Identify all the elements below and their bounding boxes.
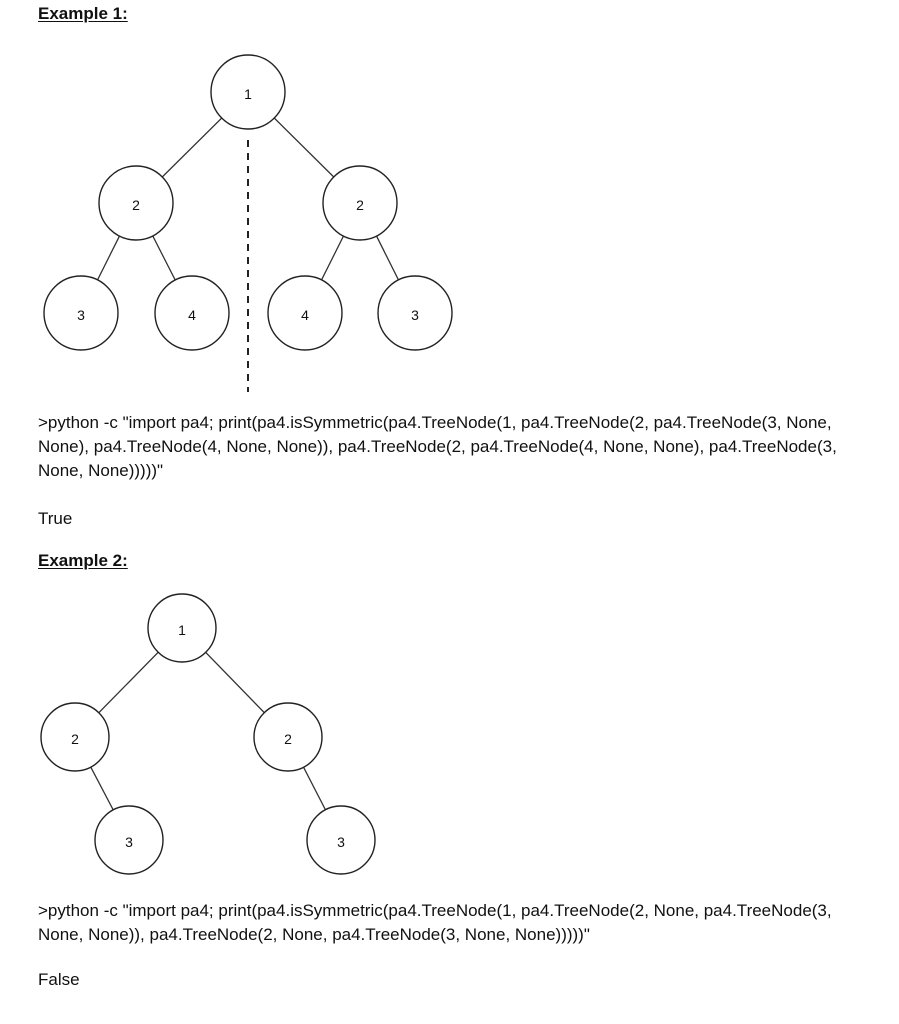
node-label: 2 [284, 731, 292, 747]
tree-node-left [41, 703, 109, 771]
tree-node-left-right [155, 276, 229, 350]
node-label: 2 [71, 731, 79, 747]
example-2-tree-diagram [0, 580, 899, 880]
tree-node-right-right [307, 806, 375, 874]
node-label: 4 [188, 307, 196, 323]
tree-node-right-left [268, 276, 342, 350]
example-2-heading: Example 2: [38, 551, 128, 570]
node-label: 3 [125, 834, 133, 850]
tree-node-right [254, 703, 322, 771]
tree-node-left-left [44, 276, 118, 350]
node-label: 2 [132, 197, 140, 213]
example-2-command: >python -c "import pa4; print(pa4.isSymmetric(pa4.TreeNode(1, pa4.TreeNode(2, None, pa4.TreeNode(3, None, None)), pa4.TreeNode(2, None, pa4.TreeNode(3, None, None)))))" [38, 901, 832, 944]
tree-node-left-right [95, 806, 163, 874]
node-label: 3 [411, 307, 419, 323]
tree-node-root [148, 594, 216, 662]
example-1-tree-diagram [0, 0, 899, 400]
example-2-result: False [38, 970, 80, 989]
example-1-heading: Example 1: [38, 4, 128, 23]
tree-node-left [99, 166, 173, 240]
node-label: 4 [301, 307, 309, 323]
example-1-command: >python -c "import pa4; print(pa4.isSymmetric(pa4.TreeNode(1, pa4.TreeNode(2, pa4.TreeNode(3, None, None), pa4.TreeNode(4, None, None)), pa4.TreeNode(2, pa4.TreeNode(4, None, None), pa4.TreeNode(3, None, None)))))" [38, 413, 837, 480]
node-label: 2 [356, 197, 364, 213]
example-1-result: True [38, 509, 73, 528]
tree-node-right-right [378, 276, 452, 350]
tree-node-root [211, 55, 285, 129]
node-label: 3 [337, 834, 345, 850]
tree-node-right [323, 166, 397, 240]
node-label: 3 [77, 307, 85, 323]
node-label: 1 [244, 86, 252, 102]
node-label: 1 [178, 622, 186, 638]
